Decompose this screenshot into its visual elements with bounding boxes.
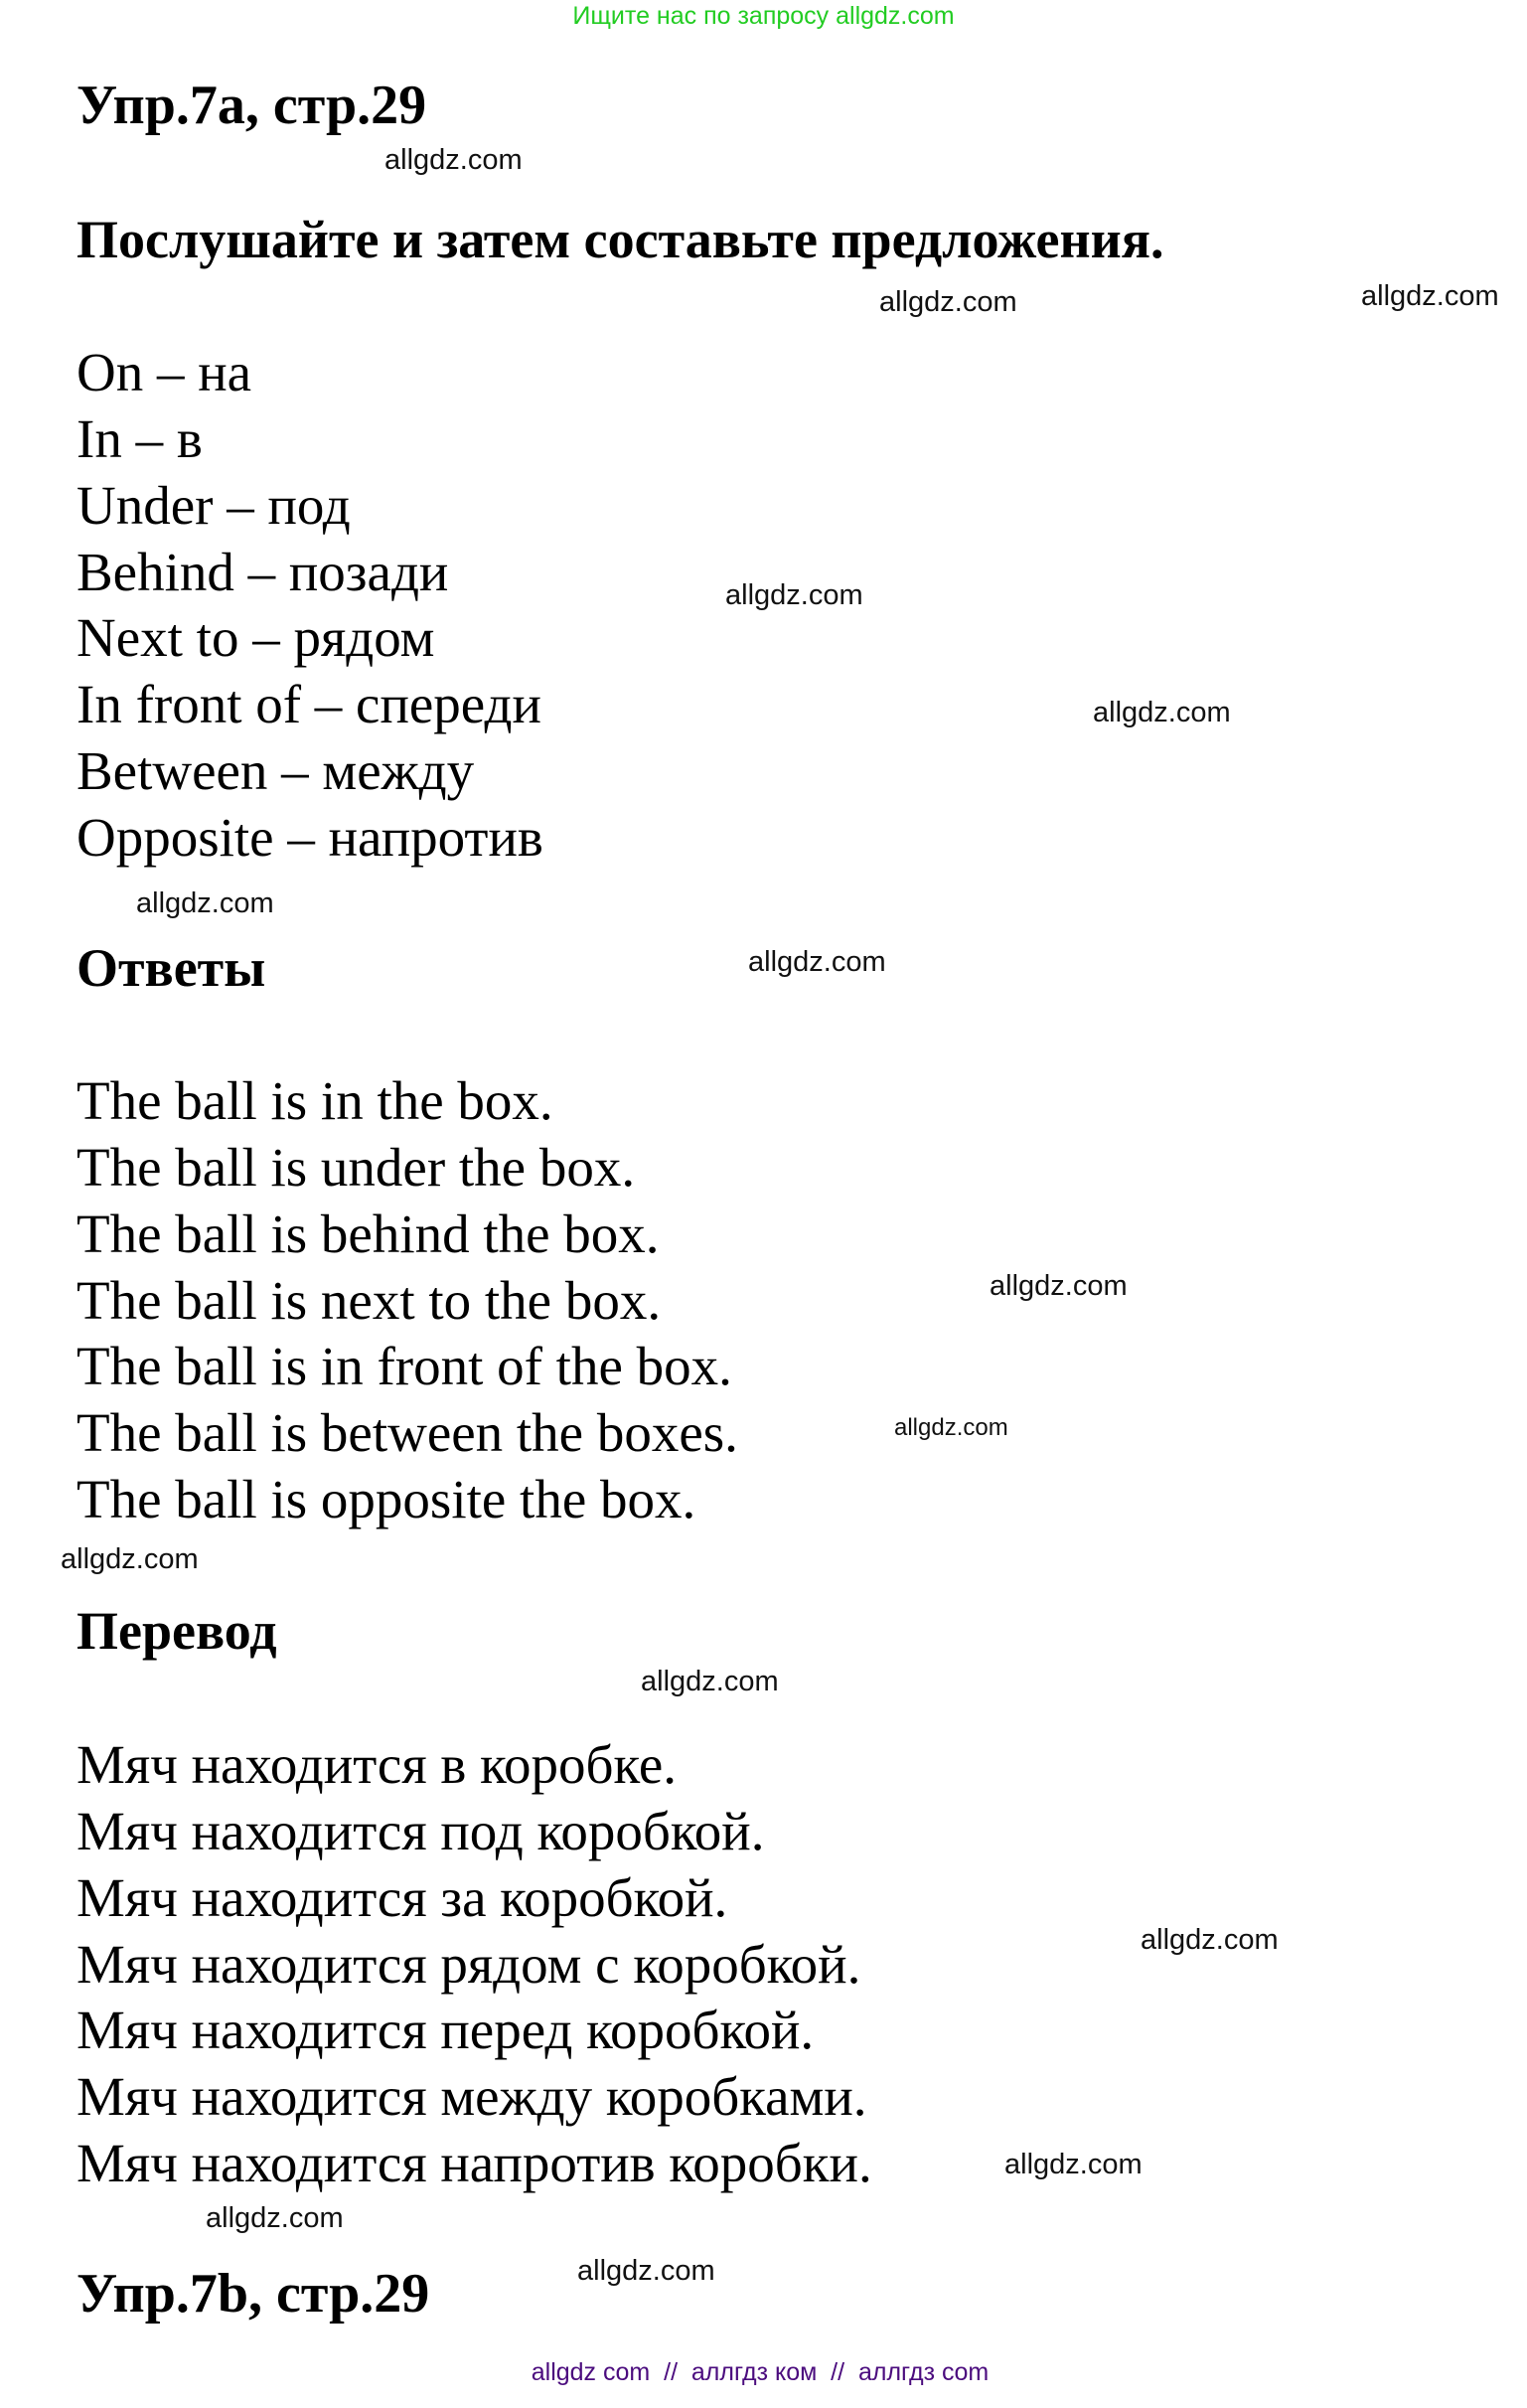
- watermark: allgdz.com: [1004, 2149, 1143, 2180]
- answer-line: The ball is opposite the box.: [76, 1469, 696, 1529]
- answer-line: The ball is in front of the box.: [76, 1336, 732, 1396]
- exercise-title-7a: Упр.7а, стр.29: [76, 75, 427, 136]
- translation-heading: Перевод: [76, 1601, 277, 1661]
- translation-line: Мяч находится напротив коробки.: [76, 2133, 872, 2193]
- watermark: allgdz.com: [725, 579, 863, 611]
- watermark: allgdz.com: [990, 1270, 1128, 1302]
- answer-line: The ball is behind the box.: [76, 1204, 660, 1264]
- watermark: allgdz.com: [1141, 1924, 1279, 1956]
- translation-line: Мяч находится перед коробкой.: [76, 2000, 815, 2060]
- vocab-item: Between – между: [76, 740, 475, 801]
- watermark: allgdz.com: [879, 286, 1017, 318]
- instruction-heading: Послушайте и затем составьте предложения.: [76, 210, 1164, 269]
- watermark: allgdz.com: [748, 946, 886, 978]
- watermark: allgdz.com: [1093, 697, 1231, 728]
- answer-line: The ball is under the box.: [76, 1137, 636, 1198]
- vocab-item: In front of – спереди: [76, 674, 541, 734]
- answer-line: The ball is in the box.: [76, 1070, 553, 1131]
- watermark: allgdz.com: [894, 1414, 1008, 1441]
- exercise-title-7b: Упр.7b, стр.29: [76, 2263, 430, 2325]
- translation-line: Мяч находится в коробке.: [76, 1734, 678, 1795]
- vocab-item: On – на: [76, 342, 252, 402]
- watermark: allgdz.com: [577, 2255, 715, 2287]
- watermark: allgdz.com: [136, 887, 274, 919]
- vocab-item: Next to – рядом: [76, 607, 435, 668]
- translation-line: Мяч находится между коробками.: [76, 2066, 867, 2127]
- vocab-item: Opposite – напротив: [76, 807, 543, 868]
- watermark: allgdz.com: [384, 144, 523, 176]
- translation-line: Мяч находится за коробкой.: [76, 1867, 728, 1928]
- answers-heading: Ответы: [76, 938, 266, 998]
- top-banner: Ищите нас по запросу allgdz.com: [572, 2, 955, 30]
- watermark: allgdz.com: [206, 2202, 344, 2234]
- answer-line: The ball is next to the box.: [76, 1270, 662, 1331]
- vocab-item: In – в: [76, 408, 203, 469]
- vocab-item: Under – под: [76, 475, 351, 536]
- footer-watermark: allgdz com // аллгдз ком // аллгдз com: [531, 2358, 990, 2386]
- watermark: allgdz.com: [1361, 280, 1499, 312]
- watermark: allgdz.com: [61, 1543, 199, 1575]
- answer-line: The ball is between the boxes.: [76, 1402, 738, 1463]
- watermark: allgdz.com: [641, 1666, 779, 1697]
- translation-line: Мяч находится под коробкой.: [76, 1801, 765, 1861]
- vocab-item: Behind – позади: [76, 542, 449, 602]
- translation-line: Мяч находится рядом с коробкой.: [76, 1934, 861, 1995]
